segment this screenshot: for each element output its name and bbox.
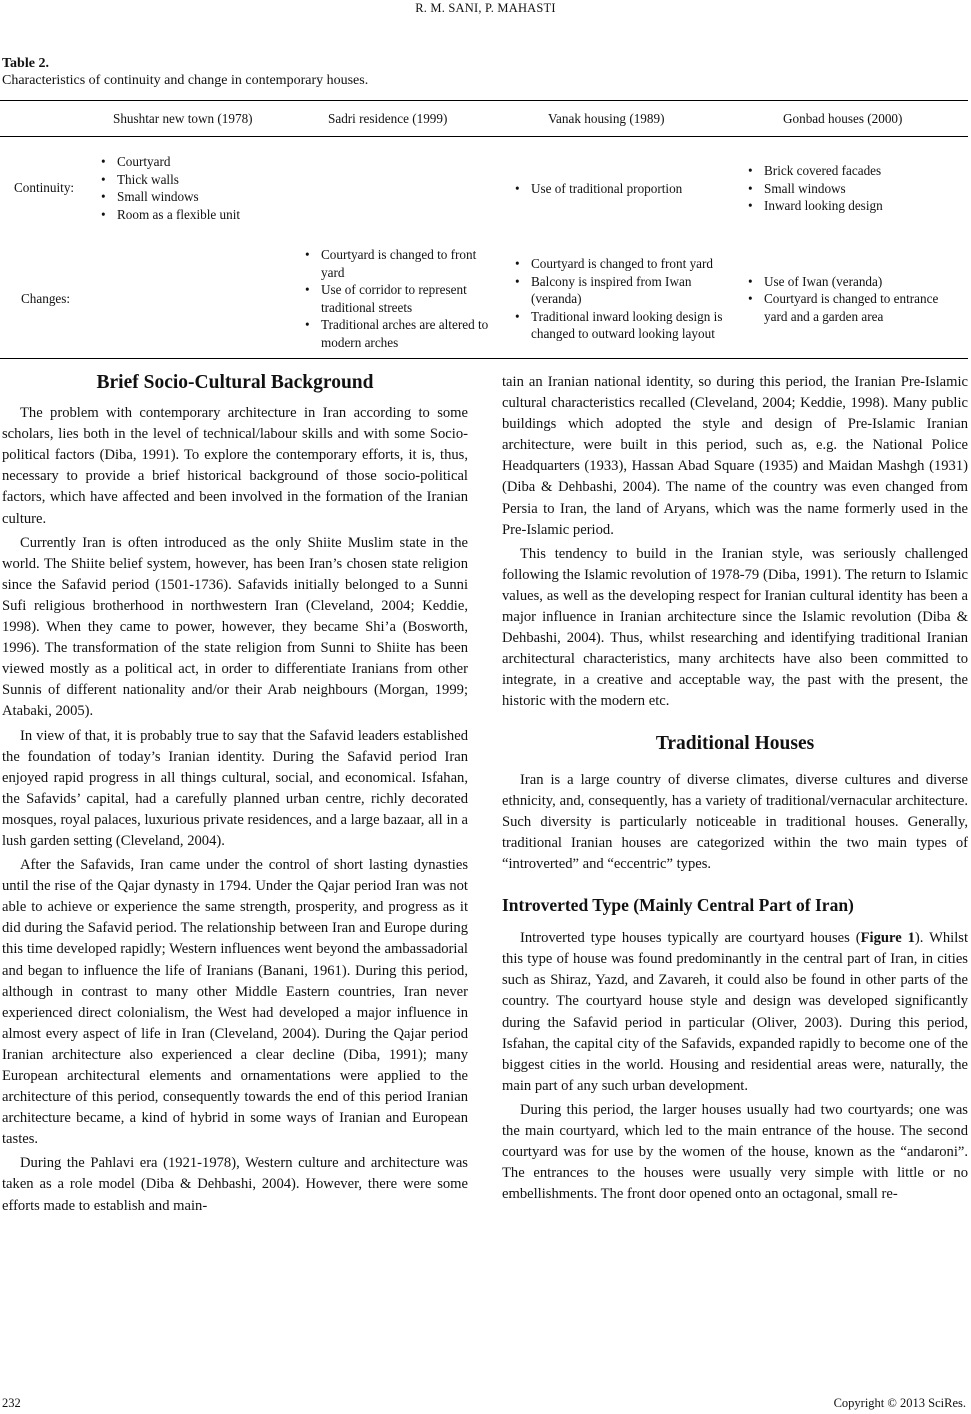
cell-item: • Brick covered facades — [740, 162, 967, 180]
cell-item: • Courtyard is changed to front yard — [297, 246, 502, 281]
paragraph-lead: Introverted type houses typically are courtyard houses ( — [520, 930, 861, 947]
subsection-heading: Introverted Type (Mainly Central Part of Iran) — [502, 895, 854, 916]
paragraph — [502, 928, 968, 1097]
cell-list — [93, 153, 295, 223]
paragraph: During this period, the larger houses usually had two courtyards; one was the main courtyard, which led to the main entrance of the house. The second courtyard was for use by the women of the house, known as the “andaroni”. The entrances to the houses were usually very simple with little or no embellishments. The front door opened onto an octagonal, small re- — [502, 1101, 968, 1203]
table-header-cell: Vanak housing (1989) — [506, 101, 739, 137]
cell-list — [507, 255, 733, 343]
cell-list — [297, 246, 502, 351]
cell-item: • Balcony is inspired from Iwan (veranda) — [507, 273, 733, 308]
paragraph: After the Safavids, Iran came under the control of short lasting dynasties until the rise of the Qajar dynasty in 1794. Under the Qajar period Iran was not able to achieve or experience the same strength, prosperity, and progress as it did during the Safavid period. The relationship between Iran and Europe during this time developed rapidly; Western influences went beyond the ambassadorial and began to influence the life of Iranians (Banani, 1961). During this period, although in contrast to many other Middle Eastern countries, Iran never experienced direct colonialism, the West had developed a major influence in almost every aspect of life in Iran (Cleveland, 2004). During the Qajar period Iranian architecture also experienced a clear decline (Diba, 1991); many European architectural elements and ornamentations were applied to the architecture of this period, consequently towards the end of this period Iranian architecture became, a kind of hybrid in some ways of Iranian and European tastes. — [2, 857, 468, 1148]
cell-item: • Room as a flexible unit — [93, 206, 295, 224]
table-row-changes — [0, 240, 968, 359]
cell-item: • Use of traditional proportion — [507, 180, 738, 198]
table-caption — [2, 55, 368, 89]
table-caption-text: Characteristics of continuity and change in contemporary houses. — [2, 73, 369, 88]
copyright: Copyright © 2013 SciRes. — [833, 1396, 966, 1410]
cell-list — [740, 273, 960, 326]
paragraph: This tendency to build in the Iranian style, was seriously challenged following the Islamic revolution of 1978-79 (Diba, 1991). The return to Islamic values, as well as the developing respect for Iranian cultural identity has been a major influence in Iranian architecture since the Islamic revolution (Diba & Dehbashi, 2004). Thus, whilst researching and identifying traditional Iranian architectural characteristics, many architects have also been committed to integrate, in a creative and acceptable way, the past with the present, the historic with the modern etc. — [502, 545, 968, 710]
cell-item: • Small windows — [740, 180, 967, 198]
figure-reference[interactable]: Figure 1 — [860, 930, 915, 947]
left-column — [2, 372, 468, 1217]
cell-item: • Traditional inward looking design is changed to outward looking layout — [507, 308, 733, 343]
paragraph: Currently Iran is often introduced as the only Shiite Muslim state in the world. The Shiite belief system, however, has been Iran’s chosen state religion since the Safavid period (1501-1736). Safavids initially belonged to a Sunni Sufi religious brotherhood in northwestern Iran (Cleveland, 2004; Keddie, 1998). When they came to power, however, they became Shi’a (Bosworth, 1996). The transformation of the state religion from Sunni to Shiite has been viewed mostly as a political act, in order to differentiate Iranians from other Sunnis of different nationality and/or their Arab neighbours (Morgan, 1999; Atabaki, 2005). — [2, 534, 468, 720]
table-label: Table 2. — [2, 56, 49, 71]
table-row-continuity — [0, 137, 968, 240]
table-header-empty — [0, 101, 93, 137]
characteristics-table — [0, 100, 968, 359]
empty-cell — [93, 240, 296, 359]
cell-item: • Use of Iwan (veranda) — [740, 273, 960, 291]
table-header-cell: Gonbad houses (2000) — [739, 101, 968, 137]
cell-item: • Use of corridor to represent traditional streets — [297, 281, 502, 316]
cell-list — [740, 162, 967, 215]
paragraph-rest: ). Whilst this type of house was found predominantly in the central part of Iran, in cities such as Shiraz, Yazd, and Zavareh, it could also be found in other parts of the country. The courtyard house style and design was developed significantly during the Safavid period in particular (Oliver, 2003). During this period, Isfahan, the capital city of the Safavids, expanded rapidly to become one of the biggest cities in the world. Housing and residential areas were, naturally, the main part of any such urban development. — [502, 930, 968, 1094]
cell-item: • Inward looking design — [740, 197, 967, 215]
empty-cell — [296, 137, 506, 240]
paragraph: In view of that, it is probably true to say that the Safavid leaders established the foundation of today’s Iranian identity. During the Safavid period Iran enjoyed rapid progress in all things cultural, social, and economical. Isfahan, the Safavids’ capital, had a carefully planned urban centre, richly decorated mosques, royal palaces, luxurious private residences, and a large bazaar, all in a lush garden setting (Cleveland, 2004). — [2, 727, 468, 849]
table-header-cell: Sadri residence (1999) — [296, 101, 506, 137]
section-heading: Traditional Houses — [655, 732, 815, 754]
paragraph: During the Pahlavi era (1921-1978), Western culture and architecture was taken as a role model (Diba & Dehbashi, 2004). However, there were some efforts made to establish and main- — [2, 1155, 468, 1214]
section-heading: Brief Socio-Cultural Background — [96, 372, 374, 393]
row-label: Continuity: — [14, 180, 75, 196]
table-header-row — [0, 101, 968, 137]
paragraph: tain an Iranian national identity, so during this period, the Iranian Pre-Islamic cultural characteristics recalled (Cleveland, 2004; Keddie, 1998). Many public buildings which adopted the style and design of Pre-Islamic Iranian architecture, were built in this period, such as, e.g. the National Police Headquarters (1933), Hassan Abad Square (1935) and Maidan Mashgh (1931) (Diba & Dehbashi, 2004). The name of the country was even changed from Persia to Iran, the land of Aryans, which was the name formerly used in the Pre-Islamic period. — [502, 374, 968, 538]
table-header-cell: Shushtar new town (1978) — [93, 101, 296, 137]
cell-item: • Courtyard is changed to entrance yard and a garden area — [740, 290, 960, 325]
cell-item: • Thick walls — [93, 171, 295, 189]
cell-item: • Traditional arches are altered to modern arches — [297, 316, 502, 351]
cell-item: • Courtyard is changed to front yard — [507, 255, 733, 273]
cell-list — [507, 180, 738, 198]
paragraph: Iran is a large country of diverse climates, diverse cultures and diverse ethnicity, and, consequently, has a variety of traditional/vernacular architecture. Such diversity is particularly noticeable in traditional houses. Generally, traditional Iranian houses are categorized within the two main types of “introverted” and “eccentric” types. — [502, 771, 968, 872]
right-column — [502, 372, 968, 1205]
paragraph: The problem with contemporary architecture in Iran according to some scholars, lies both in the level of technical/labour skills and with some Socio-political factors (Diba, 1991). To explore the contemporary efforts, it is, thus, necessary to provide a brief historical background of those socio-political factors, which have affected and been involved in the formation of the Iranian culture. — [2, 405, 468, 527]
page-number: 232 — [2, 1396, 21, 1410]
cell-item: • Courtyard — [93, 153, 295, 171]
running-head: R. M. SANI, P. MAHASTI — [415, 1, 556, 15]
cell-item: • Small windows — [93, 188, 295, 206]
row-label: Changes: — [0, 240, 93, 359]
